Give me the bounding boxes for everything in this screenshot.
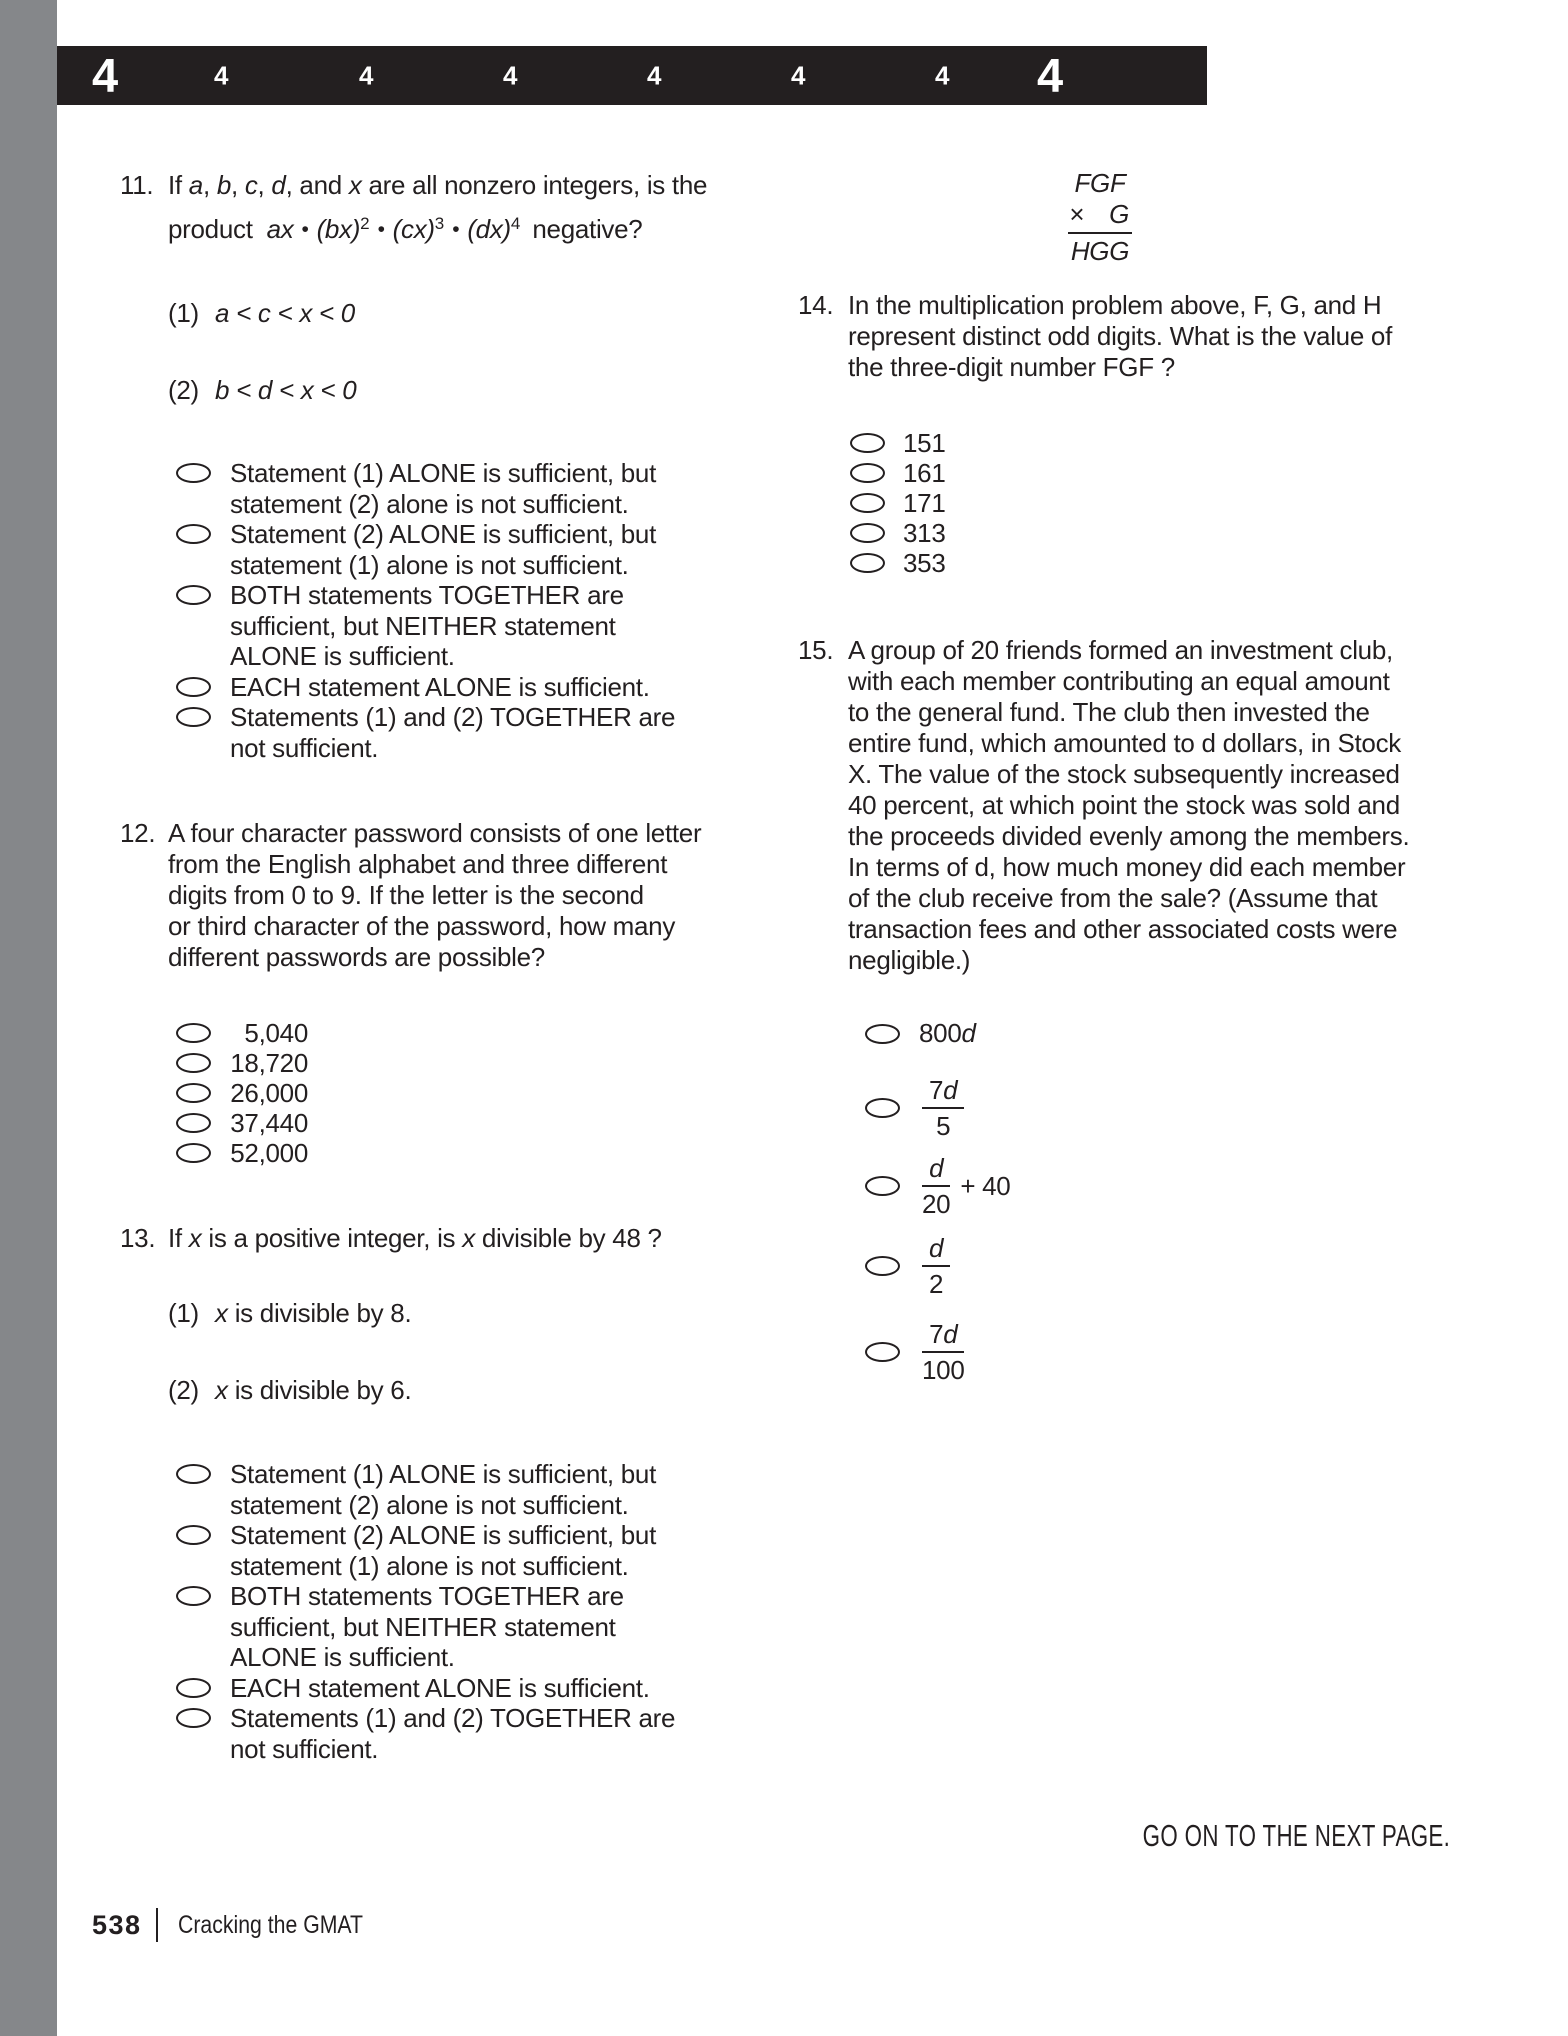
answer-bubble[interactable]: [176, 463, 211, 483]
answer-bubble[interactable]: [176, 677, 211, 697]
figure-multiplier-row: [1068, 199, 1132, 234]
answer-bubble[interactable]: [176, 707, 211, 727]
answer-bubble[interactable]: [850, 463, 885, 483]
figure-multiplier: G: [1109, 199, 1129, 229]
figure-product: HGG: [1070, 236, 1130, 266]
statement-variable: x: [215, 1298, 228, 1328]
multiplication-dot: •: [377, 218, 385, 241]
fraction-numerator: 7d: [922, 1074, 964, 1109]
answer-option-row: [176, 1581, 675, 1673]
fraction-numerator: d: [922, 1152, 950, 1187]
section-number: 4: [791, 59, 806, 90]
answer-choice-row: [850, 518, 945, 548]
answer-choice-row: [865, 1232, 950, 1300]
answer-bubble[interactable]: [176, 1586, 211, 1606]
answer-bubble[interactable]: [865, 1024, 900, 1044]
question-12: [120, 818, 701, 973]
question-number: 15.: [798, 635, 834, 665]
answer-option-row: [176, 702, 675, 763]
fraction-numerator: d: [922, 1232, 950, 1267]
answer-option-text: EACH statement ALONE is sufficient.: [230, 1672, 650, 1703]
answer-option-text: EACH statement ALONE is sufficient.: [230, 671, 650, 702]
question-text: A four character password consists of one letter from the English alphabet and three different digits from 0 to 9. If the letter is the second or third character of the password, how many different passwords are possible?: [168, 818, 702, 972]
page-edge-strip: [0, 0, 57, 2036]
choice-suffix: + 40: [960, 1170, 1011, 1201]
answer-option-row: [176, 672, 675, 703]
fraction-denominator: 100: [922, 1355, 965, 1385]
statement-label: (1): [168, 1298, 199, 1328]
answer-choice-row: [865, 1074, 964, 1142]
section-number: 4: [647, 59, 662, 90]
question-11: [120, 170, 707, 201]
answer-choice-row: [176, 1018, 308, 1048]
statement-variable: x: [215, 1375, 228, 1405]
section-number: 4: [359, 59, 374, 90]
choice-value: 52,000: [230, 1137, 308, 1168]
question-13: [120, 1223, 662, 1254]
fraction-denominator: 20: [922, 1189, 951, 1219]
choice-value: 171: [903, 487, 946, 518]
statement-math: a < c < x < 0: [215, 298, 355, 328]
statement-1: [168, 1298, 411, 1329]
choice-fraction: [922, 1318, 964, 1386]
answer-choice-row: [865, 1152, 1010, 1220]
answer-bubble[interactable]: [176, 1708, 211, 1728]
choice-value: 151: [903, 427, 946, 458]
answer-choice-row: [850, 458, 945, 488]
section-number: 4: [214, 59, 229, 90]
choice-value: 26,000: [230, 1077, 308, 1108]
answer-options-q13: [176, 1459, 675, 1764]
answer-option-row: [176, 519, 675, 580]
statement-label: (2): [168, 375, 199, 405]
question-number: 12.: [120, 818, 156, 848]
answer-option-text: BOTH statements TOGETHER are sufficient, but NEITHER statement ALONE is sufficient.: [230, 1581, 624, 1672]
figure-multiplicand: FGF: [1074, 168, 1126, 198]
page-number: 538: [92, 1909, 142, 1940]
answer-option-text: Statement (2) ALONE is sufficient, but statement (1) alone is not sufficient.: [230, 519, 656, 580]
statement-math: b < d < x < 0: [215, 375, 357, 405]
answer-bubble[interactable]: [850, 523, 885, 543]
answer-option-text: Statement (1) ALONE is sufficient, but statement (2) alone is not sufficient.: [230, 1459, 656, 1520]
answer-option-row: [176, 458, 675, 519]
statement-2: [168, 1375, 411, 1406]
answer-bubble[interactable]: [865, 1098, 900, 1118]
answer-choice-row: [176, 1138, 308, 1168]
times-sign: ×: [1069, 199, 1084, 229]
answer-choice-row: [176, 1108, 308, 1138]
answer-option-text: Statement (2) ALONE is sufficient, but statement (1) alone is not sufficient.: [230, 1520, 656, 1581]
question-14: [798, 290, 1392, 383]
answer-choices-q14: [850, 428, 945, 578]
fraction-denominator: 2: [929, 1269, 944, 1299]
statement-text: is divisible by 8.: [234, 1298, 412, 1328]
statement-label: (2): [168, 1375, 199, 1405]
statement-2: [168, 375, 356, 406]
question-text: In the multiplication problem above, F, G, and H represent distinct odd digits. What is the value of the three-digit number FGF ?: [848, 290, 1392, 382]
section-number: 4: [92, 48, 118, 102]
answer-bubble[interactable]: [176, 1678, 211, 1698]
answer-option-row: [176, 1520, 675, 1581]
statement-label: (1): [168, 298, 199, 328]
multiplication-figure: [1068, 168, 1132, 267]
answer-choice-row: [865, 1018, 976, 1049]
fraction-numerator: 7d: [922, 1318, 964, 1353]
question-text: A group of 20 friends formed an investment club, with each member contributing an equal amount to the general fund. The club then invested the entire fund, which amounted to d dollars, in Stock X. The value of the stock subsequently increased 40 percent, at which point the stock was sold and the proceeds divided evenly among the members. In terms of d, how much money did each member of the club receive from the sale? (Assume that transaction fees and other associated costs were negligible.): [848, 635, 1410, 975]
answer-option-text: Statement (1) ALONE is sufficient, but statement (2) alone is not sufficient.: [230, 458, 656, 519]
section-number: 4: [503, 59, 518, 90]
section-number: 4: [1037, 48, 1063, 102]
choice-value: 161: [903, 457, 946, 488]
choice-value: 353: [903, 547, 946, 578]
choice-value: 37,440: [230, 1107, 308, 1138]
question-number: 14.: [798, 290, 834, 320]
answer-choice-row: [176, 1078, 308, 1108]
answer-bubble[interactable]: [176, 524, 211, 544]
answer-option-row: [176, 580, 675, 672]
answer-choice-row: [850, 548, 945, 578]
question-number: 13.: [120, 1223, 156, 1253]
multiplication-dot: •: [301, 218, 309, 241]
choice-fraction: [922, 1074, 964, 1142]
answer-choice-row: [850, 488, 945, 518]
footer-divider: [156, 1908, 158, 1942]
choice-fraction: [922, 1232, 950, 1300]
page-instruction: GO ON TO THE NEXT PAGE.: [1142, 1818, 1450, 1853]
answer-bubble[interactable]: [850, 433, 885, 453]
answer-bubble[interactable]: [865, 1256, 900, 1276]
question-number: 11.: [120, 170, 154, 200]
answer-bubble[interactable]: [176, 1525, 211, 1545]
answer-bubble[interactable]: [865, 1176, 900, 1196]
answer-option-row: [176, 1459, 675, 1520]
question-15: [798, 635, 1409, 976]
choice-value: 800d: [919, 1018, 976, 1048]
choice-fraction: [922, 1152, 950, 1220]
answer-bubble[interactable]: [850, 493, 885, 513]
fraction-denominator: 5: [936, 1111, 951, 1141]
choice-value: 5,040: [244, 1017, 308, 1048]
question-text: If a, b, c, d, and x are all nonzero integers, is the: [168, 170, 708, 200]
choice-value: 313: [903, 517, 946, 548]
question-text: If x is a positive integer, is x divisible by 48 ?: [168, 1223, 662, 1253]
choice-value: 18,720: [230, 1047, 308, 1078]
section-header-bar: [57, 46, 1207, 105]
answer-choice-row: [176, 1048, 308, 1078]
answer-bubble[interactable]: [176, 585, 211, 605]
book-title: Cracking the GMAT: [177, 1910, 363, 1939]
answer-bubble[interactable]: [865, 1342, 900, 1362]
statement-1: [168, 298, 355, 329]
answer-option-row: [176, 1673, 675, 1704]
answer-choice-row: [850, 428, 945, 458]
answer-bubble[interactable]: [176, 1023, 211, 1043]
answer-option-text: Statements (1) and (2) TOGETHER are not sufficient.: [230, 1703, 676, 1764]
page-footer: [92, 1908, 395, 1942]
statement-text: is divisible by 6.: [234, 1375, 412, 1405]
section-number: 4: [935, 59, 950, 90]
answer-bubble[interactable]: [176, 1053, 211, 1073]
answer-bubble[interactable]: [176, 1113, 211, 1133]
answer-bubble[interactable]: [176, 1464, 211, 1484]
answer-option-text: BOTH statements TOGETHER are sufficient, but NEITHER statement ALONE is sufficient.: [230, 580, 624, 671]
answer-bubble[interactable]: [850, 553, 885, 573]
answer-option-text: Statements (1) and (2) TOGETHER are not sufficient.: [230, 702, 676, 763]
multiplication-dot: •: [452, 218, 460, 241]
answer-bubble[interactable]: [176, 1143, 211, 1163]
answer-choice-row: [865, 1318, 964, 1386]
question-formula: product ax • (bx)$^2$ • (cx)$^3$ • (dx)$^4$ negative?: [168, 214, 643, 244]
answer-choices-q12: [176, 1018, 308, 1168]
answer-option-row: [176, 1703, 675, 1764]
answer-options-q11: [176, 458, 675, 763]
answer-bubble[interactable]: [176, 1083, 211, 1103]
